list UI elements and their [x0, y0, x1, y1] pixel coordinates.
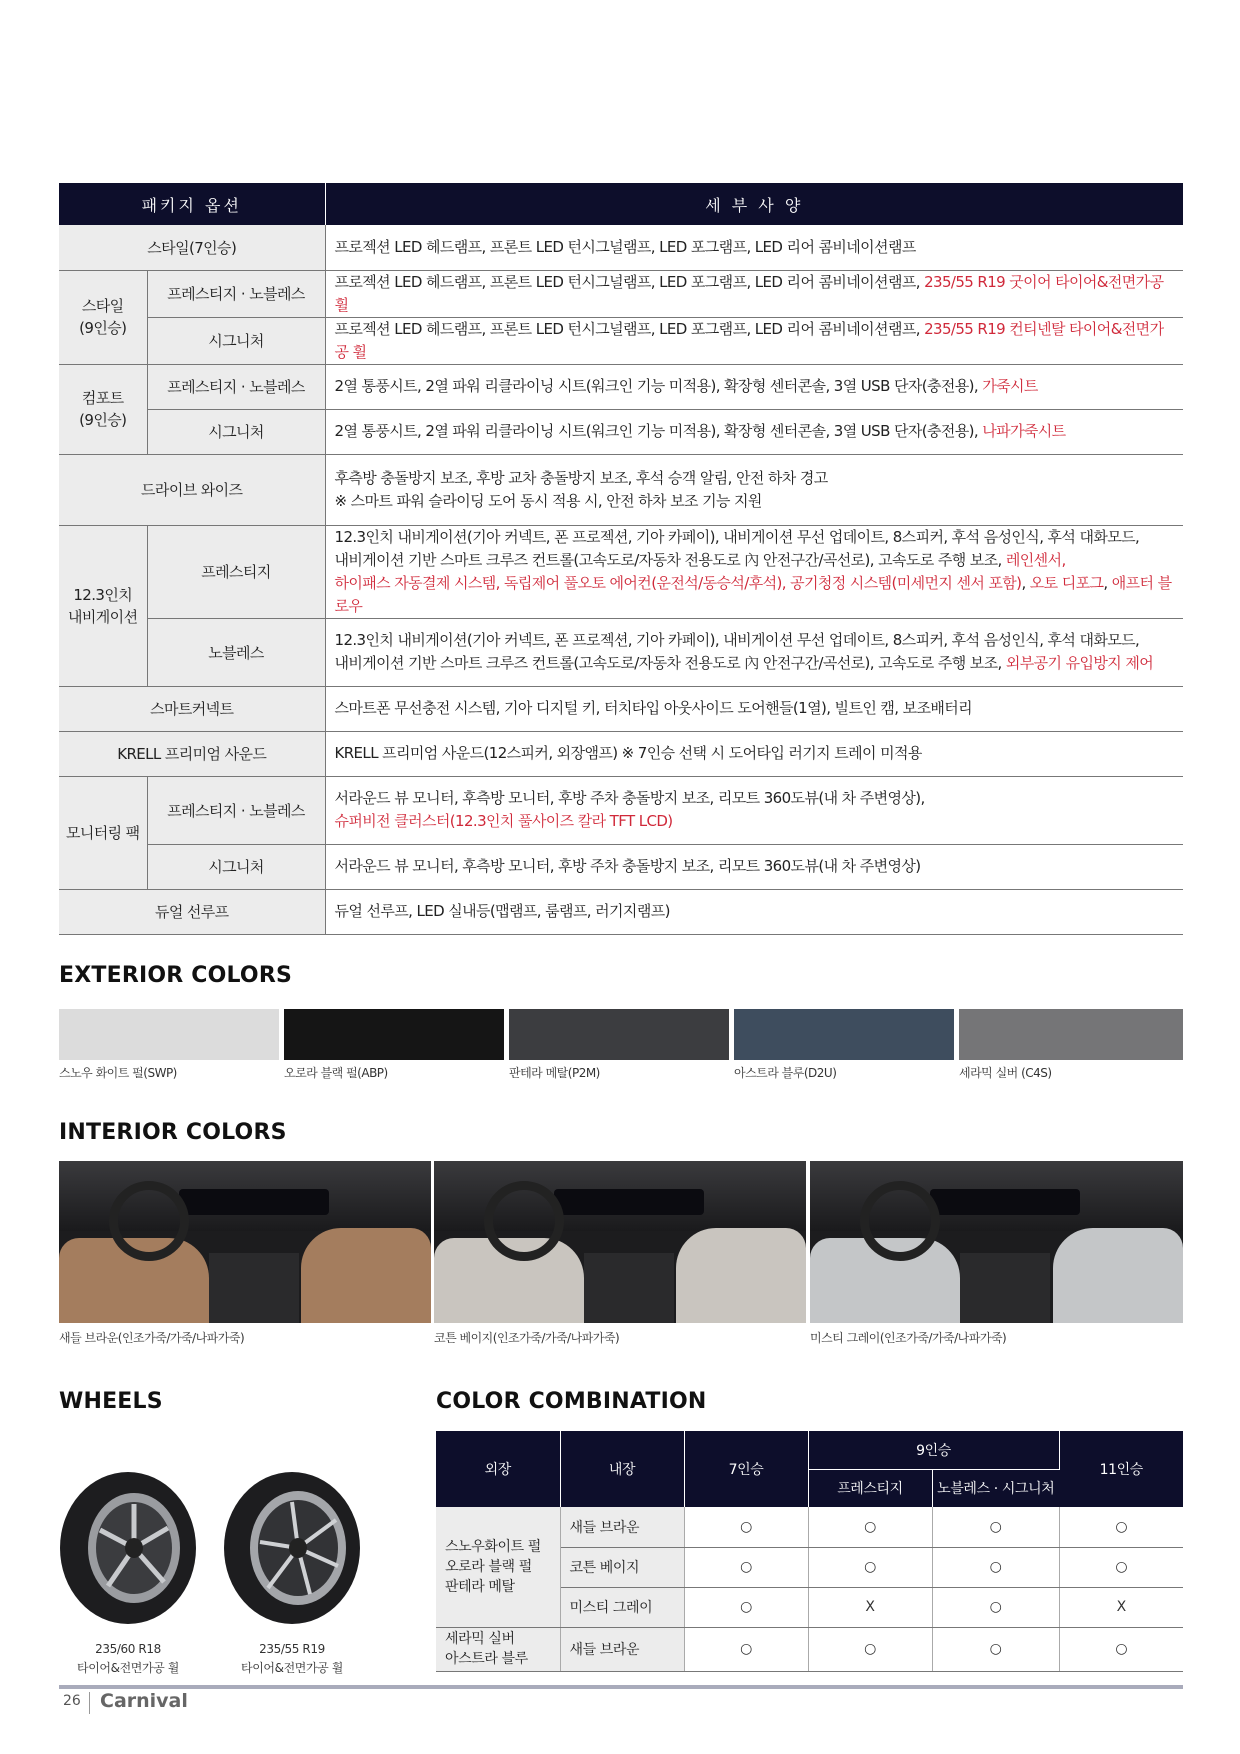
header-9seat: 9인승 [808, 1431, 1059, 1469]
exterior-colors-title: EXTERIOR COLORS [59, 963, 293, 988]
group-monitoring: 모니터링 팩 [59, 776, 147, 889]
option-nav-noblesse: 노블레스 [147, 618, 325, 686]
interior-image-cotton-beige [434, 1161, 806, 1323]
option-drive-wise: 드라이브 와이즈 [59, 454, 325, 525]
option-monitoring-signature: 시그니처 [147, 844, 325, 889]
option-monitoring-prestige: 프레스티지 · 노블레스 [147, 776, 325, 844]
spec-smart-connect: 스마트폰 무선충전 시스템, 기아 디지털 키, 터치타입 아웃사이드 도어핸들(1열), 빌트인 캠, 보조배터리 [325, 686, 1183, 731]
combo-cell: ○ [932, 1547, 1059, 1587]
combo-interior: 미스티 그레이 [560, 1587, 684, 1627]
swatch-snow-white [59, 1009, 279, 1060]
option-nav-prestige: 프레스티지 [147, 525, 325, 618]
header-interior: 내장 [560, 1431, 684, 1507]
combo-exterior-group-2: 세라믹 실버 아스트라 블루 [436, 1627, 560, 1671]
swatch-astra-blue [734, 1009, 954, 1060]
option-comfort9-signature: 시그니처 [147, 409, 325, 454]
color-combination-title: COLOR COMBINATION [436, 1389, 707, 1414]
combo-cell: ○ [1059, 1507, 1183, 1547]
option-style9-signature: 시그니처 [147, 317, 325, 364]
option-dual-sunroof: 듀얼 선루프 [59, 889, 325, 934]
interior-image-misty-gray [810, 1161, 1183, 1323]
combo-cell: ○ [684, 1547, 808, 1587]
combo-cell: ○ [1059, 1547, 1183, 1587]
interior-label-cotton-beige: 코튼 베이지(인조가죽/가죽/나파가죽) [434, 1331, 620, 1345]
header-exterior: 외장 [436, 1431, 560, 1507]
combo-cell: ○ [684, 1627, 808, 1671]
combo-cell: ○ [932, 1587, 1059, 1627]
spec-style9-prestige: 프로젝션 LED 헤드램프, 프론트 LED 턴시그널램프, LED 포그램프, LED 리어 콤비네이션램프, 235/55 R19 굿이어 타이어&전면가공 휠 [325, 270, 1183, 317]
combo-cell: ○ [684, 1507, 808, 1547]
spec-comfort9-prestige: 2열 통풍시트, 2열 파워 리클라이닝 시트(워크인 기능 미적용), 확장형 센터콘솔, 3열 USB 단자(충전용), 가죽시트 [325, 364, 1183, 409]
swatch-label-aurora-black: 오로라 블랙 펄(ABP) [284, 1066, 388, 1080]
combo-cell: ○ [808, 1507, 932, 1547]
footer-separator [89, 1692, 90, 1714]
spec-monitoring-signature: 서라운드 뷰 모니터, 후측방 모니터, 후방 주차 충돌방지 보조, 리모트 360도뷰(내 차 주변영상) [325, 844, 1183, 889]
header-spec: 세 부 사 양 [325, 183, 1183, 225]
combo-cell: ○ [808, 1627, 932, 1671]
swatch-label-ceramic-silver: 세라믹 실버 (C4S) [959, 1066, 1052, 1080]
spec-style7: 프로젝션 LED 헤드램프, 프론트 LED 턴시그널램프, LED 포그램프, LED 리어 콤비네이션램프 [325, 225, 1183, 270]
wheel-r19-label: 235/55 R19 타이어&전면가공 휠 [241, 1642, 343, 1675]
swatch-aurora-black [284, 1009, 504, 1060]
combo-exterior-group-1: 스노우화이트 펄 오로라 블랙 펄 판테라 메탈 [436, 1507, 560, 1627]
page-number: 26 [63, 1693, 81, 1709]
spec-dual-sunroof: 듀얼 선루프, LED 실내등(맵램프, 룸램프, 러기지램프) [325, 889, 1183, 934]
swatch-label-panthera-metal: 판테라 메탈(P2M) [509, 1066, 600, 1080]
swatch-ceramic-silver [959, 1009, 1183, 1060]
combo-interior: 새들 브라운 [560, 1627, 684, 1671]
wheel-r18-image [58, 1470, 198, 1626]
combo-interior: 코튼 베이지 [560, 1547, 684, 1587]
interior-label-misty-gray: 미스티 그레이(인조가죽/가죽/나파가죽) [810, 1331, 1007, 1345]
header-7seat: 7인승 [684, 1431, 808, 1507]
wheel-r19-image [222, 1470, 362, 1626]
spec-nav-noblesse: 12.3인치 내비게이션(기아 커넥트, 폰 프로젝션, 기아 카페이), 내비게이션 무선 업데이트, 8스피커, 후석 음성인식, 후석 대화모드, 내비게이션 기반 스마트 크루즈 컨트롤(고속도로/자동차 전용도로 內 안전구간/곡선로), 고속도로 주행 보조, 외부공기 유입방지 제어 [325, 618, 1183, 686]
brand-name: Carnival [100, 1690, 188, 1712]
spec-nav-prestige: 12.3인치 내비게이션(기아 커넥트, 폰 프로젝션, 기아 카페이), 내비게이션 무선 업데이트, 8스피커, 후석 음성인식, 후석 대화모드, 내비게이션 기반 스마트 크루즈 컨트롤(고속도로/자동차 전용도로 內 안전구간/곡선로), 고속도로 주행 보조, 레인센서, 하이패스 자동결제 시스템, 독립제어 풀오토 에어컨(운전석/동승석/후석), 공기청정 시스템(미세먼지 센서 포함), 오토 디포그, 애프터 블로우 [325, 525, 1183, 618]
combo-cell: ○ [684, 1587, 808, 1627]
combo-cell: ○ [808, 1547, 932, 1587]
swatch-label-astra-blue: 아스트라 블루(D2U) [734, 1066, 837, 1080]
interior-colors-title: INTERIOR COLORS [59, 1120, 287, 1145]
option-krell: KRELL 프리미엄 사운드 [59, 731, 325, 776]
swatch-label-snow-white: 스노우 화이트 펄(SWP) [59, 1066, 177, 1080]
header-11seat: 11인승 [1059, 1431, 1183, 1507]
footer-divider [59, 1685, 1183, 1689]
package-options-table [59, 183, 1183, 935]
swatch-panthera-metal [509, 1009, 729, 1060]
combo-interior: 새들 브라운 [560, 1507, 684, 1547]
combo-cell: ○ [932, 1507, 1059, 1547]
wheels-title: WHEELS [59, 1389, 163, 1414]
spec-drive-wise: 후측방 충돌방지 보조, 후방 교차 충돌방지 보조, 후석 승객 알림, 안전 하차 경고 ※ 스마트 파워 슬라이딩 도어 동시 적용 시, 안전 하차 보조 기능 지원 [325, 454, 1183, 525]
group-comfort9: 컴포트 (9인승) [59, 364, 147, 454]
group-style9: 스타일 (9인승) [59, 270, 147, 364]
combo-cell: ○ [1059, 1627, 1183, 1671]
combo-cell: X [1059, 1587, 1183, 1627]
option-style7: 스타일(7인승) [59, 225, 325, 270]
interior-label-saddle-brown: 새들 브라운(인조가죽/가죽/나파가죽) [59, 1331, 245, 1345]
spec-krell: KRELL 프리미엄 사운드(12스피커, 외장앰프) ※ 7인승 선택 시 도어타입 러기지 트레이 미적용 [325, 731, 1183, 776]
wheel-r18-label: 235/60 R18 타이어&전면가공 휠 [77, 1642, 179, 1675]
header-9seat-noblesse-signature: 노블레스 · 시그니처 [932, 1469, 1059, 1507]
option-smart-connect: 스마트커넥트 [59, 686, 325, 731]
spec-style9-signature: 프로젝션 LED 헤드램프, 프론트 LED 턴시그널램프, LED 포그램프, LED 리어 콤비네이션램프, 235/55 R19 컨티넨탈 타이어&전면가공 휠 [325, 317, 1183, 364]
option-style9-prestige: 프레스티지 · 노블레스 [147, 270, 325, 317]
combo-cell: X [808, 1587, 932, 1627]
color-combination-table [436, 1431, 1183, 1672]
group-navigation: 12.3인치 내비게이션 [59, 525, 147, 686]
spec-monitoring-prestige: 서라운드 뷰 모니터, 후측방 모니터, 후방 주차 충돌방지 보조, 리모트 360도뷰(내 차 주변영상), 슈퍼비전 클러스터(12.3인치 풀사이즈 칼라 TFT LCD) [325, 776, 1183, 844]
header-package-option: 패키지 옵션 [59, 183, 325, 225]
combo-cell: ○ [932, 1627, 1059, 1671]
spec-comfort9-signature: 2열 통풍시트, 2열 파워 리클라이닝 시트(워크인 기능 미적용), 확장형 센터콘솔, 3열 USB 단자(충전용), 나파가죽시트 [325, 409, 1183, 454]
interior-image-saddle-brown [59, 1161, 431, 1323]
header-9seat-prestige: 프레스티지 [808, 1469, 932, 1507]
option-comfort9-prestige: 프레스티지 · 노블레스 [147, 364, 325, 409]
